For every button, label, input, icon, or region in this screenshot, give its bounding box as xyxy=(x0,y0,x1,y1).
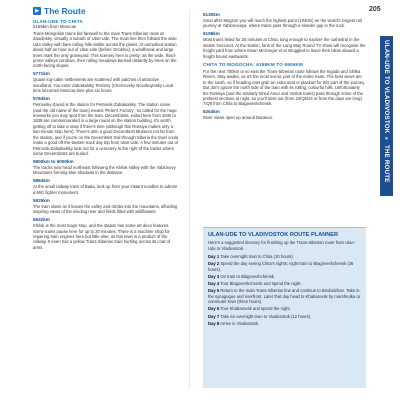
paragraph: Trans-Mongolian trains bid farewell to the main Trans-Siberian route at Zaudinsky, virtually a suburb of Ulan-Ude. The main line then follows the wide Uda Valley with bare rolling hills visible across the plains. At unmarked station about half an hour out of Ulan-Ude (before Onokhoi), a windbreak and large trees mark the only graveyard. This scenery here is pretty: as the wide, flood-prone valleys continue, their rolling meadows backed distantly by trees on the north-facing slopes. xyxy=(33,31,177,69)
paragraph: Petrovsky-Zavod is the station for Petrovsk-Zabaikalsky. The station name (and the old name of the town) means 'Peter's Factory', so called for the huge ironworks you may spot from the train. Decembrists, exiled here from 1830 to 1839 are commemorated in a large mural on the station building. It's worth getting off to take a snap if there's time (although this Rossiya makes only a two-minute stop here). There's also a good Decembrist Museum not far from the station, and if you're on the Decembrist trail through Siberia the town could make a good off-the-beaten-track day trip from Ulan-Ude. A few minutes out of Petrovsk-Zabaikalsky look out for a cemetery to the right of the tracks where some Decembrists are buried. xyxy=(33,102,179,156)
route-planner-day: Day 2 Spend the day seeing Chita's sights; night train to Blagoveshchensk (36 hours). xyxy=(208,261,354,272)
paragraph: At the small railway town of Bada, look up from your instant noodles to admire a MiG fighter monument. xyxy=(33,184,178,195)
route-planner-day: Day 3 On train to Blagoveshchensk. xyxy=(208,273,276,279)
column-divider xyxy=(189,10,190,388)
route-planner-box xyxy=(203,227,366,388)
route-planner-day: Day 4 Tour Blagoveshchensk and spend the night. xyxy=(208,281,302,287)
paragraph: Soon after Mogzon you will reach the highest point (1040m) on the world's longest rail journey at Yablonovaya, where trains pass through a slender gap in the rock. xyxy=(203,18,362,29)
left-column xyxy=(33,6,179,253)
chapter-side-tab-text xyxy=(380,36,393,196)
km-marker: 5784km xyxy=(33,96,50,102)
route-icon: ▶ xyxy=(33,7,41,15)
route-planner-day: Day 6 Tour Khabarovsk and spend the night. xyxy=(208,306,291,312)
paragraph: River views open up around Darasun. xyxy=(203,115,274,121)
route-planner-day: Day 8 Arrive in Vladivostok. xyxy=(208,320,260,326)
page-number: 205 xyxy=(369,6,381,13)
section-heading-chita-mogocha: CHITA TO MOGOCHA: 6198KM TO 6906KM xyxy=(203,62,304,68)
paragraph: Most trains listed for 25 minutes at Chita, long enough to explore the cathedral in the station forecourt. At the station, fans of the Long Way Round TV show will recognise the freight yard from where Ewan McGregor et al struggled to leave their bikes aboard a freight bound eastwards. xyxy=(203,37,366,59)
side-tab-chapter: ULAN-UDE TO VLADIVOSTOK xyxy=(383,40,390,134)
paragraph: Quaint log-cabin settlements are scattered with patches of attractive woodland. You enter Zabaikalsky Territory (Chernovsky Novokuyinsky Local time becomes Moscow time plus six hours. xyxy=(33,77,174,94)
km-marker: 5800km to 6000km xyxy=(33,158,74,164)
km-marker: 5925km xyxy=(33,197,50,203)
paragraph: The tracks now head northeast following the Khilok Valley with the Yablonovy Mountains forming blue shadows in the distance. xyxy=(33,164,176,176)
km-marker: 5884km xyxy=(33,178,50,184)
paragraph: Khilok is the most major stop, and the station has some art deco features. Some trains pause here for up to 20 minutes. There is a machine shop for repairing train engines here but little else, as this town is a product of the railway. It even has a yellow Trans-Siberian train hurtling across its coat of arms. xyxy=(33,223,171,250)
route-planner-title: ULAN-UDE TO VLADIVOSTOK ROUTE PLANNER xyxy=(208,232,339,238)
km-marker: 6264km xyxy=(203,109,220,115)
route-planner-intro: Here's a suggested itinerary for finishing up the Trans-Siberian route from Ulan-Ude to Vladivostok. xyxy=(208,240,356,251)
route-planner-day: Day 7 Take an overnight train to Vladivostok (12 hours). xyxy=(208,313,312,319)
km-marker: 6130km xyxy=(203,12,220,17)
section-heading-ulan-ude-chita: ULAN-UDE TO CHITA xyxy=(33,19,83,24)
route-title-text: The Route xyxy=(44,6,86,16)
km-marker: 6198km xyxy=(203,31,220,37)
right-column xyxy=(203,6,366,123)
route-planner-day: Day 1 Take overnight train to Chita (10 hours). xyxy=(208,254,294,259)
paragraph: The train slows as it leaves the valley and climbs into the mountains, affording inspiring views of the winding river and fields filled with wildflowers. xyxy=(33,203,178,215)
route-planner-day: Day 5 Return to the main Trans-Siberian line and continue to Birobidzhan. Take in the synagogue and riverfront. Later that day head to Khabarovsk by marshrutka or commuter train (three hours). xyxy=(208,288,361,305)
route-title xyxy=(33,6,179,16)
km-marker: 5932km xyxy=(33,217,50,223)
side-tab-section: THE ROUTE xyxy=(383,144,390,183)
paragraph: For the next 700km or so east the Trans-Siberian route follows the Ingoda and Shilka Rivers. Stay awake, as it's the most scenic part of the entire route. The best views are to the south, so if heading east grab an extra seat or plackart for this part of the journey. But don't ignore the north side of the train with its rolling, colourful hills. Unfortunately the Rossiya (and the similarly timed Amur and Vostok trains) pass through some of the prettiest sections at night, so you'll miss out (from 23/Q5/24 or from the days are long) 7/Q8 from Chita to Blagoveshchensk. xyxy=(203,69,366,107)
side-tab-separator: ● xyxy=(383,135,390,143)
section-subheading: 5165km from Moscow xyxy=(33,24,76,29)
km-marker: 5771km xyxy=(33,71,50,77)
